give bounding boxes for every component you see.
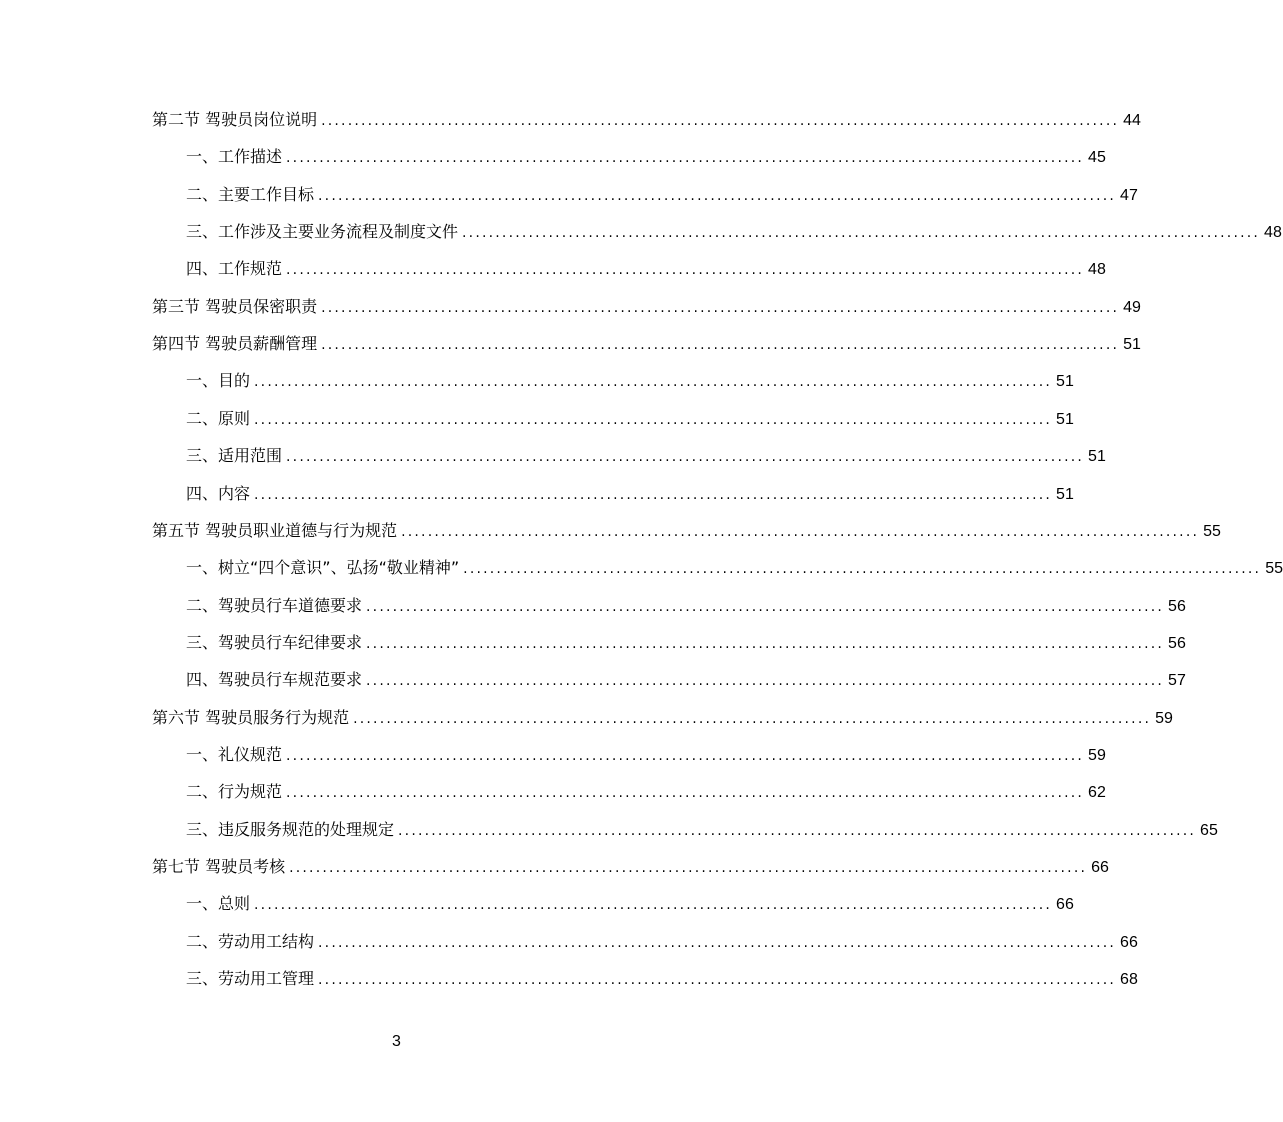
toc-entry[interactable] <box>186 404 1074 434</box>
toc-entry-title: 四、内容 <box>186 483 251 503</box>
toc-entry-page: 45 <box>1088 149 1106 167</box>
toc-entry-page: 51 <box>1088 448 1106 466</box>
toc-entry[interactable] <box>186 441 1106 471</box>
toc-leader-dots: ........................................................................................................................ <box>254 486 1053 503</box>
toc-leader-dots: ........................................................................................................................ <box>254 897 1053 914</box>
toc-leader-dots: ........................................................................................................................ <box>401 523 1200 540</box>
toc-entry-page: 51 <box>1123 336 1141 354</box>
toc-entry[interactable] <box>186 366 1074 396</box>
toc-leader-dots: ........................................................................................................................ <box>286 262 1085 279</box>
toc-entry-page: 56 <box>1168 597 1186 615</box>
toc-entry-title: 二、驾驶员行车道德要求 <box>186 595 363 615</box>
toc-entry-page: 48 <box>1088 261 1106 279</box>
toc-entry-title: 一、目的 <box>186 371 251 391</box>
toc-entry[interactable] <box>186 217 1282 247</box>
toc-entry[interactable] <box>186 180 1138 210</box>
toc-entry-page: 47 <box>1120 186 1138 204</box>
toc-entry-page: 66 <box>1056 896 1074 914</box>
toc-entry-title: 三、适用范围 <box>186 446 283 466</box>
toc-entry-page: 56 <box>1168 634 1186 652</box>
toc-entry-title: 二、主要工作目标 <box>186 184 315 204</box>
toc-entry-title: 二、行为规范 <box>186 782 283 802</box>
toc-leader-dots: ........................................................................................................................ <box>254 411 1053 428</box>
toc-entry[interactable] <box>186 254 1106 284</box>
toc-entry[interactable] <box>186 777 1106 807</box>
toc-entry-title: 一、礼仪规范 <box>186 744 283 764</box>
toc-entry-title: 二、原则 <box>186 408 251 428</box>
toc-entry-title: 二、劳动用工结构 <box>186 931 315 951</box>
toc-entry[interactable] <box>152 852 1109 882</box>
toc-leader-dots: ........................................................................................................................ <box>286 747 1085 764</box>
toc-leader-dots: ........................................................................................................................ <box>321 299 1120 316</box>
toc-entry-title: 一、总则 <box>186 894 251 914</box>
toc-entry-page: 66 <box>1120 933 1138 951</box>
toc-leader-dots: ........................................................................................................................ <box>321 337 1120 354</box>
toc-entry-title: 一、工作描述 <box>186 147 283 167</box>
toc-entry-page: 65 <box>1200 821 1218 839</box>
toc-entry-page: 59 <box>1088 746 1106 764</box>
toc-leader-dots: ........................................................................................................................ <box>318 187 1117 204</box>
toc-entry[interactable] <box>186 591 1186 621</box>
toc-leader-dots: ........................................................................................................................ <box>366 673 1165 690</box>
toc-entry-page: 68 <box>1120 971 1138 989</box>
toc-entry-page: 51 <box>1056 485 1074 503</box>
toc-entry-page: 55 <box>1203 522 1221 540</box>
toc-entry[interactable] <box>186 553 1283 583</box>
toc-entry[interactable] <box>186 740 1106 770</box>
toc-leader-dots: ........................................................................................................................ <box>353 710 1152 727</box>
toc-leader-dots: ........................................................................................................................ <box>398 822 1197 839</box>
toc-leader-dots: ........................................................................................................................ <box>321 113 1120 129</box>
toc-entry[interactable] <box>186 927 1138 957</box>
toc-entry-title: 四、驾驶员行车规范要求 <box>186 670 363 690</box>
toc-entry-page: 44 <box>1123 112 1141 129</box>
toc-entry-page: 59 <box>1155 709 1173 727</box>
toc-entry-title: 四、工作规范 <box>186 259 283 279</box>
toc-entry-page: 62 <box>1088 784 1106 802</box>
toc-entry[interactable] <box>186 665 1186 695</box>
toc-leader-dots: ........................................................................................................................ <box>286 785 1085 802</box>
toc-entry[interactable] <box>186 889 1074 919</box>
toc-leader-dots: ........................................................................................................................ <box>286 449 1085 466</box>
toc-entry-title: 三、驾驶员行车纪律要求 <box>186 632 363 652</box>
toc-entry-page: 49 <box>1123 298 1141 316</box>
toc-entry-title: 三、违反服务规范的处理规定 <box>186 819 395 839</box>
toc-entry-title: 第二节 驾驶员岗位说明 <box>152 110 318 129</box>
toc-leader-dots: ........................................................................................................................ <box>366 635 1165 652</box>
toc-entry[interactable] <box>152 329 1141 359</box>
toc-entry-title: 三、工作涉及主要业务流程及制度文件 <box>186 222 459 242</box>
toc-entry-page: 51 <box>1056 410 1074 428</box>
toc-entry[interactable] <box>152 292 1141 322</box>
toc-leader-dots: ........................................................................................................................ <box>318 972 1117 989</box>
toc-leader-dots: ........................................................................................................................ <box>289 860 1088 876</box>
toc-entry[interactable] <box>152 105 1141 135</box>
toc-entry-page: 48 <box>1264 224 1282 242</box>
toc-entry[interactable] <box>186 142 1106 172</box>
toc-leader-dots: ........................................................................................................................ <box>366 598 1165 615</box>
toc-entry-title: 第三节 驾驶员保密职责 <box>152 296 318 316</box>
toc-entry-title: 第四节 驾驶员薪酬管理 <box>152 334 318 354</box>
toc-entry-page: 55 <box>1265 560 1283 578</box>
toc-entry-page: 57 <box>1168 672 1186 690</box>
toc-entry-page: 51 <box>1056 373 1074 391</box>
toc-entry-title: 一、树立“四个意识”、弘扬“敬业精神” <box>186 558 460 578</box>
toc-entry-title: 第六节 驾驶员服务行为规范 <box>152 707 350 727</box>
toc-leader-dots: ........................................................................................................................ <box>463 561 1262 578</box>
toc-leader-dots: ........................................................................................................................ <box>254 374 1053 391</box>
toc-entry[interactable] <box>186 815 1218 845</box>
toc-leader-dots: ........................................................................................................................ <box>286 150 1085 167</box>
toc-entry[interactable] <box>186 964 1138 994</box>
toc-entry[interactable] <box>152 703 1173 733</box>
toc-leader-dots: ........................................................................................................................ <box>318 934 1117 951</box>
toc-entry[interactable] <box>186 479 1074 509</box>
toc-entry-page: 66 <box>1091 859 1109 876</box>
toc-entry-title: 第五节 驾驶员职业道德与行为规范 <box>152 520 398 540</box>
toc-entry-title: 三、劳动用工管理 <box>186 969 315 989</box>
toc-entry[interactable] <box>152 516 1221 546</box>
toc-entry-title: 第七节 驾驶员考核 <box>152 857 286 876</box>
toc-entry[interactable] <box>186 628 1186 658</box>
toc-leader-dots: ........................................................................................................................ <box>462 225 1261 242</box>
page-number: 3 <box>392 1033 401 1050</box>
